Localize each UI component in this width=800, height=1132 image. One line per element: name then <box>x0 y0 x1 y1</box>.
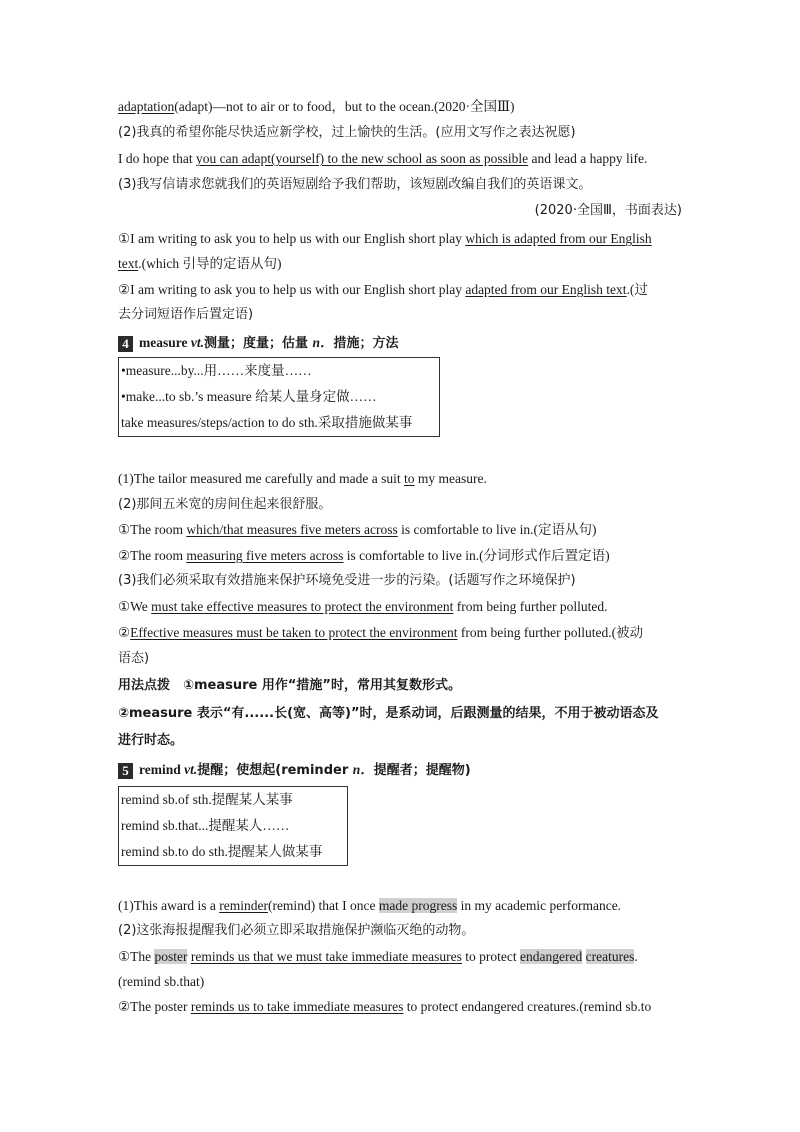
text-line: (1)The tailor measured me carefully and made a suit to my measure. <box>118 471 487 486</box>
text-line: (2)那间五米宽的房间住起来很舒服。 <box>118 497 332 512</box>
text-line: I do hope that you can adapt(yourself) to the new school as soon as possible and lead a happy life. <box>118 151 648 166</box>
source-note: (2020·全国Ⅲ，书面表达) <box>534 203 682 218</box>
text-line: ①The poster reminds us that we must take immediate measures to protect endangered creatures. <box>118 949 638 964</box>
text-line: 去分词短语作后置定语) <box>118 307 254 322</box>
text-line: ①We must take effective measures to protect the environment from being further polluted. <box>118 599 608 614</box>
text-line: (2)我真的希望你能尽快适应新学校，过上愉快的生活。(应用文写作之表达祝愿) <box>118 125 576 140</box>
text-line: (2)这张海报提醒我们必须立即采取措施保护濒临灭绝的动物。 <box>118 923 475 938</box>
section-number: 4 <box>118 336 133 352</box>
text-line: ①I am writing to ask you to help us with our English short play which is adapted from our English <box>118 231 652 246</box>
section-number: 5 <box>118 763 133 779</box>
text-line: (1)This award is a reminder(remind) that I once made progress in my academic performance. <box>118 898 622 913</box>
usage-item: •make...to sb.’s measure 给某人量身定做…… <box>121 389 377 404</box>
section-heading: 4 measure vt.测量；度量；估量 n．措施；方法 <box>118 334 399 353</box>
usage-item: take measures/steps/action to do sth.采取措施做某事 <box>121 415 413 430</box>
text-line: ②Effective measures must be taken to protect the environment from being further polluted.(被动 <box>118 625 644 640</box>
usage-box <box>118 357 440 437</box>
section-heading: 5 remind vt.提醒；使想起(reminder n．提醒者；提醒物) <box>118 761 471 780</box>
usage-box <box>118 786 348 866</box>
text-line: ②The room measuring five meters across is comfortable to live in.(分词形式作后置定语) <box>118 548 610 563</box>
text-line: ②I am writing to ask you to help us with our English short play adapted from our English text.(过 <box>118 282 648 297</box>
text-line: (3)我们必须采取有效措施来保护环境免受进一步的污染。(话题写作之环境保护) <box>118 573 576 588</box>
usage-item: remind sb.to do sth.提醒某人做某事 <box>121 844 323 859</box>
text-line: ①The room which/that measures five meters across is comfortable to live in.(定语从句) <box>118 522 597 537</box>
usage-tip: 进行时态。 <box>118 733 184 748</box>
text-line: adaptation(adapt)—not to air or to food，but to the ocean.(2020·全国Ⅲ) <box>118 99 515 114</box>
usage-item: remind sb.that...提醒某人…… <box>121 818 290 833</box>
text-line: text.(which 引导的定语从句) <box>118 256 282 271</box>
text-line: ②The poster reminds us to take immediate measures to protect endangered creatures.(remind sb.to <box>118 999 652 1014</box>
text-line: 语态) <box>118 651 150 666</box>
usage-item: •measure...by...用……来度量…… <box>121 363 312 378</box>
usage-tip: ②measure 表示“有......长(宽、高等)”时，是系动词，后跟测量的结果，不用于被动语态及 <box>118 706 659 721</box>
usage-item: remind sb.of sth.提醒某人某事 <box>121 792 293 807</box>
text-line: (remind sb.that) <box>118 974 205 989</box>
text-line: (3)我写信请求您就我们的英语短剧给予我们帮助，该短剧改编自我们的英语课文。 <box>118 177 592 192</box>
usage-tip: 用法点拨 ①measure 用作“措施”时，常用其复数形式。 <box>118 678 461 693</box>
